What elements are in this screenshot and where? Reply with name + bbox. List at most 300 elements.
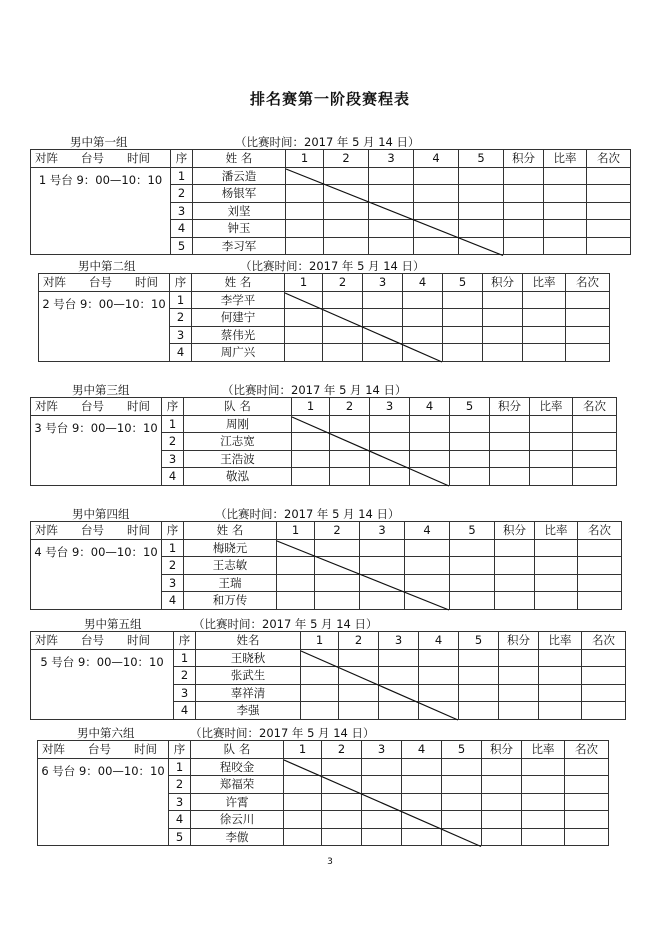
- player-name: 周刚: [184, 415, 292, 433]
- ratio-cell: [539, 684, 582, 702]
- rank-cell: [565, 828, 609, 846]
- header-col-4: 4: [403, 274, 443, 292]
- points-cell: [499, 649, 539, 667]
- points-cell: [483, 291, 523, 309]
- player-name: 和万传: [184, 592, 277, 610]
- header-col-1: 1: [285, 274, 323, 292]
- header-col-3: 3: [360, 522, 405, 540]
- score-cell: [410, 450, 450, 468]
- header-col-5: 5: [442, 741, 482, 759]
- table-info: 6 号台 9：00—10：10: [38, 758, 169, 846]
- group-name: 男中第三组: [72, 383, 130, 397]
- table-info: 3 号台 9：00—10：10: [31, 415, 162, 485]
- points-cell: [482, 811, 522, 829]
- player-name: 梅晓元: [184, 539, 277, 557]
- match-date: （比赛时间：2017 年 5 月 14 日）: [240, 259, 425, 273]
- match-date: （比赛时间：2017 年 5 月 14 日）: [235, 135, 420, 149]
- table-row: [31, 539, 622, 557]
- points-cell: [490, 450, 530, 468]
- score-cell: [402, 811, 442, 829]
- ratio-cell: [523, 291, 566, 309]
- player-name: 潘云造: [193, 167, 286, 185]
- header-match: 对阵 台号 时间: [31, 150, 171, 168]
- score-cell: [285, 344, 323, 362]
- header-row: [31, 398, 617, 416]
- player-seq: 3: [162, 574, 184, 592]
- score-cell: [324, 167, 369, 185]
- score-cell: [323, 344, 363, 362]
- score-cell: [419, 684, 459, 702]
- score-cell: [450, 468, 490, 486]
- score-cell: [369, 185, 414, 203]
- score-cell: [443, 309, 483, 327]
- score-cell: [277, 574, 315, 592]
- rank-cell: [578, 592, 622, 610]
- player-seq: 1: [174, 649, 196, 667]
- player-seq: 2: [169, 776, 191, 794]
- score-cell: [363, 291, 403, 309]
- score-cell: [277, 539, 315, 557]
- player-name: 辜祥清: [196, 684, 301, 702]
- score-cell: [459, 185, 504, 203]
- player-name: 周广兴: [192, 344, 285, 362]
- rank-cell: [573, 433, 617, 451]
- score-cell: [301, 667, 339, 685]
- header-ratio: 比率: [523, 274, 566, 292]
- header-col-5: 5: [450, 522, 495, 540]
- score-cell: [363, 344, 403, 362]
- rank-cell: [587, 220, 631, 238]
- player-seq: 4: [174, 702, 196, 720]
- header-col-2: 2: [323, 274, 363, 292]
- rank-cell: [582, 684, 626, 702]
- points-cell: [483, 344, 523, 362]
- score-cell: [443, 291, 483, 309]
- player-name: 程咬金: [191, 758, 284, 776]
- rank-cell: [582, 649, 626, 667]
- header-col-1: 1: [286, 150, 324, 168]
- rank-cell: [565, 811, 609, 829]
- player-seq: 4: [162, 592, 184, 610]
- score-cell: [277, 557, 315, 575]
- header-col-5: 5: [450, 398, 490, 416]
- header-rank: 名次: [578, 522, 622, 540]
- header-col-1: 1: [277, 522, 315, 540]
- ratio-cell: [530, 468, 573, 486]
- score-cell: [362, 828, 402, 846]
- ratio-cell: [544, 167, 587, 185]
- table-info: 4 号台 9：00—10：10: [31, 539, 162, 609]
- points-cell: [495, 539, 535, 557]
- score-cell: [414, 237, 459, 255]
- player-name: 李习军: [193, 237, 286, 255]
- header-seq: 序: [162, 398, 184, 416]
- score-cell: [405, 539, 450, 557]
- score-cell: [369, 167, 414, 185]
- header-name: 队 名: [184, 398, 292, 416]
- rank-cell: [578, 539, 622, 557]
- player-name: 李傲: [191, 828, 284, 846]
- score-cell: [369, 202, 414, 220]
- rank-cell: [566, 291, 610, 309]
- player-seq: 3: [162, 450, 184, 468]
- header-col-3: 3: [370, 398, 410, 416]
- header-col-3: 3: [379, 632, 419, 650]
- header-row: [31, 150, 631, 168]
- score-cell: [459, 220, 504, 238]
- header-col-4: 4: [405, 522, 450, 540]
- header-col-4: 4: [414, 150, 459, 168]
- ratio-cell: [535, 539, 578, 557]
- score-cell: [442, 793, 482, 811]
- score-cell: [360, 592, 405, 610]
- header-col-4: 4: [410, 398, 450, 416]
- ratio-cell: [522, 811, 565, 829]
- score-cell: [402, 793, 442, 811]
- schedule-table: [30, 631, 626, 720]
- score-cell: [324, 202, 369, 220]
- ratio-cell: [523, 309, 566, 327]
- player-seq: 2: [174, 667, 196, 685]
- ratio-cell: [522, 793, 565, 811]
- score-cell: [370, 433, 410, 451]
- ratio-cell: [544, 237, 587, 255]
- score-cell: [362, 758, 402, 776]
- header-col-3: 3: [369, 150, 414, 168]
- header-name: 队 名: [191, 741, 284, 759]
- ratio-cell: [539, 702, 582, 720]
- header-row: [39, 274, 610, 292]
- header-ratio: 比率: [522, 741, 565, 759]
- header-match: 对阵 台号 时间: [31, 522, 162, 540]
- score-cell: [419, 667, 459, 685]
- score-cell: [370, 450, 410, 468]
- score-cell: [410, 468, 450, 486]
- header-name: 姓 名: [193, 150, 286, 168]
- score-cell: [286, 202, 324, 220]
- ratio-cell: [539, 667, 582, 685]
- score-cell: [301, 702, 339, 720]
- score-cell: [369, 220, 414, 238]
- player-seq: 5: [171, 237, 193, 255]
- score-cell: [450, 433, 490, 451]
- score-cell: [442, 776, 482, 794]
- header-match: 对阵 台号 时间: [31, 632, 174, 650]
- player-seq: 4: [171, 220, 193, 238]
- points-cell: [504, 220, 544, 238]
- header-rank: 名次: [582, 632, 626, 650]
- rank-cell: [582, 702, 626, 720]
- score-cell: [450, 557, 495, 575]
- player-seq: 4: [170, 344, 192, 362]
- player-name: 杨银军: [193, 185, 286, 203]
- player-name: 钟玉: [193, 220, 286, 238]
- score-cell: [292, 450, 330, 468]
- header-seq: 序: [171, 150, 193, 168]
- header-col-2: 2: [322, 741, 362, 759]
- score-cell: [323, 326, 363, 344]
- schedule-table: [30, 521, 622, 610]
- score-cell: [419, 702, 459, 720]
- score-cell: [322, 793, 362, 811]
- rank-cell: [587, 167, 631, 185]
- page-number: 3: [327, 857, 333, 867]
- header-points: 积分: [495, 522, 535, 540]
- score-cell: [360, 574, 405, 592]
- player-name: 王志敏: [184, 557, 277, 575]
- score-cell: [459, 167, 504, 185]
- score-cell: [360, 557, 405, 575]
- score-cell: [379, 702, 419, 720]
- rank-cell: [566, 326, 610, 344]
- rank-cell: [566, 309, 610, 327]
- score-cell: [403, 344, 443, 362]
- rank-cell: [573, 415, 617, 433]
- score-cell: [286, 220, 324, 238]
- group-name: 男中第五组: [84, 617, 142, 631]
- rank-cell: [578, 557, 622, 575]
- header-name: 姓 名: [184, 522, 277, 540]
- player-seq: 2: [171, 185, 193, 203]
- score-cell: [360, 539, 405, 557]
- header-match: 对阵 台号 时间: [38, 741, 169, 759]
- score-cell: [370, 468, 410, 486]
- table-info: 5 号台 9：00—10：10: [31, 649, 174, 719]
- points-cell: [482, 793, 522, 811]
- player-name: 郑福荣: [191, 776, 284, 794]
- player-name: 王瑞: [184, 574, 277, 592]
- player-name: 李强: [196, 702, 301, 720]
- score-cell: [459, 237, 504, 255]
- player-name: 徐云川: [191, 811, 284, 829]
- header-col-5: 5: [459, 632, 499, 650]
- score-cell: [450, 415, 490, 433]
- header-name: 姓 名: [192, 274, 285, 292]
- score-cell: [286, 185, 324, 203]
- header-rank: 名次: [573, 398, 617, 416]
- rank-cell: [582, 667, 626, 685]
- score-cell: [284, 828, 322, 846]
- header-seq: 序: [170, 274, 192, 292]
- points-cell: [490, 468, 530, 486]
- header-points: 积分: [504, 150, 544, 168]
- score-cell: [330, 450, 370, 468]
- ratio-cell: [523, 344, 566, 362]
- player-seq: 4: [162, 468, 184, 486]
- header-match: 对阵 台号 时间: [39, 274, 170, 292]
- points-cell: [499, 667, 539, 685]
- ratio-cell: [530, 433, 573, 451]
- score-cell: [286, 237, 324, 255]
- score-cell: [410, 433, 450, 451]
- match-date: （比赛时间：2017 年 5 月 14 日）: [215, 507, 400, 521]
- score-cell: [450, 450, 490, 468]
- header-row: [31, 522, 622, 540]
- player-name: 许霄: [191, 793, 284, 811]
- header-col-2: 2: [315, 522, 360, 540]
- schedule-table: [38, 273, 610, 362]
- player-seq: 1: [162, 539, 184, 557]
- points-cell: [482, 828, 522, 846]
- score-cell: [443, 326, 483, 344]
- rank-cell: [566, 344, 610, 362]
- points-cell: [490, 433, 530, 451]
- points-cell: [495, 557, 535, 575]
- header-col-2: 2: [339, 632, 379, 650]
- header-col-1: 1: [284, 741, 322, 759]
- score-cell: [414, 167, 459, 185]
- schedule-table: [37, 740, 609, 846]
- points-cell: [504, 185, 544, 203]
- header-rank: 名次: [587, 150, 631, 168]
- player-seq: 3: [170, 326, 192, 344]
- score-cell: [459, 202, 504, 220]
- score-cell: [405, 592, 450, 610]
- score-cell: [442, 758, 482, 776]
- points-cell: [504, 202, 544, 220]
- score-cell: [301, 684, 339, 702]
- score-cell: [330, 468, 370, 486]
- ratio-cell: [544, 220, 587, 238]
- ratio-cell: [539, 649, 582, 667]
- rank-cell: [573, 450, 617, 468]
- header-points: 积分: [482, 741, 522, 759]
- points-cell: [504, 237, 544, 255]
- score-cell: [301, 649, 339, 667]
- header-col-5: 5: [443, 274, 483, 292]
- group-name: 男中第四组: [72, 507, 130, 521]
- player-name: 刘坚: [193, 202, 286, 220]
- ratio-cell: [544, 185, 587, 203]
- ratio-cell: [522, 758, 565, 776]
- player-name: 敬泓: [184, 468, 292, 486]
- ratio-cell: [522, 828, 565, 846]
- score-cell: [414, 202, 459, 220]
- score-cell: [419, 649, 459, 667]
- group-name: 男中第二组: [78, 259, 136, 273]
- table-row: [38, 758, 609, 776]
- score-cell: [379, 684, 419, 702]
- table-row: [31, 649, 626, 667]
- score-cell: [459, 667, 499, 685]
- header-col-2: 2: [324, 150, 369, 168]
- ratio-cell: [523, 326, 566, 344]
- score-cell: [330, 433, 370, 451]
- ratio-cell: [544, 202, 587, 220]
- header-ratio: 比率: [539, 632, 582, 650]
- score-cell: [324, 185, 369, 203]
- player-name: 蔡伟光: [192, 326, 285, 344]
- score-cell: [284, 758, 322, 776]
- score-cell: [379, 667, 419, 685]
- score-cell: [450, 574, 495, 592]
- score-cell: [379, 649, 419, 667]
- header-col-4: 4: [402, 741, 442, 759]
- rank-cell: [587, 202, 631, 220]
- header-ratio: 比率: [544, 150, 587, 168]
- score-cell: [403, 309, 443, 327]
- score-cell: [443, 344, 483, 362]
- match-date: （比赛时间：2017 年 5 月 14 日）: [190, 726, 375, 740]
- player-seq: 3: [169, 793, 191, 811]
- score-cell: [362, 811, 402, 829]
- header-ratio: 比率: [530, 398, 573, 416]
- player-seq: 1: [169, 758, 191, 776]
- score-cell: [339, 702, 379, 720]
- points-cell: [495, 574, 535, 592]
- score-cell: [322, 758, 362, 776]
- score-cell: [339, 684, 379, 702]
- score-cell: [322, 776, 362, 794]
- player-name: 王晓秋: [196, 649, 301, 667]
- score-cell: [284, 793, 322, 811]
- rank-cell: [578, 574, 622, 592]
- header-col-1: 1: [301, 632, 339, 650]
- score-cell: [285, 326, 323, 344]
- header-col-5: 5: [459, 150, 504, 168]
- points-cell: [482, 776, 522, 794]
- table-info: 2 号台 9：00—10：10: [39, 291, 170, 361]
- header-col-4: 4: [419, 632, 459, 650]
- ratio-cell: [530, 450, 573, 468]
- table-row: [39, 291, 610, 309]
- player-seq: 2: [162, 433, 184, 451]
- match-date: （比赛时间：2017 年 5 月 14 日）: [193, 617, 378, 631]
- score-cell: [285, 291, 323, 309]
- player-seq: 1: [171, 167, 193, 185]
- score-cell: [362, 776, 402, 794]
- rank-cell: [565, 758, 609, 776]
- player-seq: 2: [170, 309, 192, 327]
- score-cell: [363, 326, 403, 344]
- score-cell: [323, 291, 363, 309]
- player-seq: 1: [162, 415, 184, 433]
- rank-cell: [565, 793, 609, 811]
- points-cell: [483, 309, 523, 327]
- ratio-cell: [535, 592, 578, 610]
- score-cell: [414, 220, 459, 238]
- score-cell: [324, 220, 369, 238]
- score-cell: [414, 185, 459, 203]
- score-cell: [322, 828, 362, 846]
- score-cell: [405, 574, 450, 592]
- header-ratio: 比率: [535, 522, 578, 540]
- points-cell: [504, 167, 544, 185]
- score-cell: [450, 539, 495, 557]
- score-cell: [459, 702, 499, 720]
- points-cell: [482, 758, 522, 776]
- page-title: 排名赛第一阶段赛程表: [249, 90, 410, 108]
- header-name: 姓名: [196, 632, 301, 650]
- score-cell: [322, 811, 362, 829]
- points-cell: [483, 326, 523, 344]
- score-cell: [285, 309, 323, 327]
- score-cell: [410, 415, 450, 433]
- header-seq: 序: [169, 741, 191, 759]
- header-match: 对阵 台号 时间: [31, 398, 162, 416]
- score-cell: [402, 758, 442, 776]
- score-cell: [459, 649, 499, 667]
- points-cell: [495, 592, 535, 610]
- player-seq: 2: [162, 557, 184, 575]
- player-seq: 4: [169, 811, 191, 829]
- group-name: 男中第六组: [77, 726, 135, 740]
- score-cell: [402, 828, 442, 846]
- score-cell: [442, 828, 482, 846]
- points-cell: [490, 415, 530, 433]
- ratio-cell: [535, 557, 578, 575]
- header-points: 积分: [490, 398, 530, 416]
